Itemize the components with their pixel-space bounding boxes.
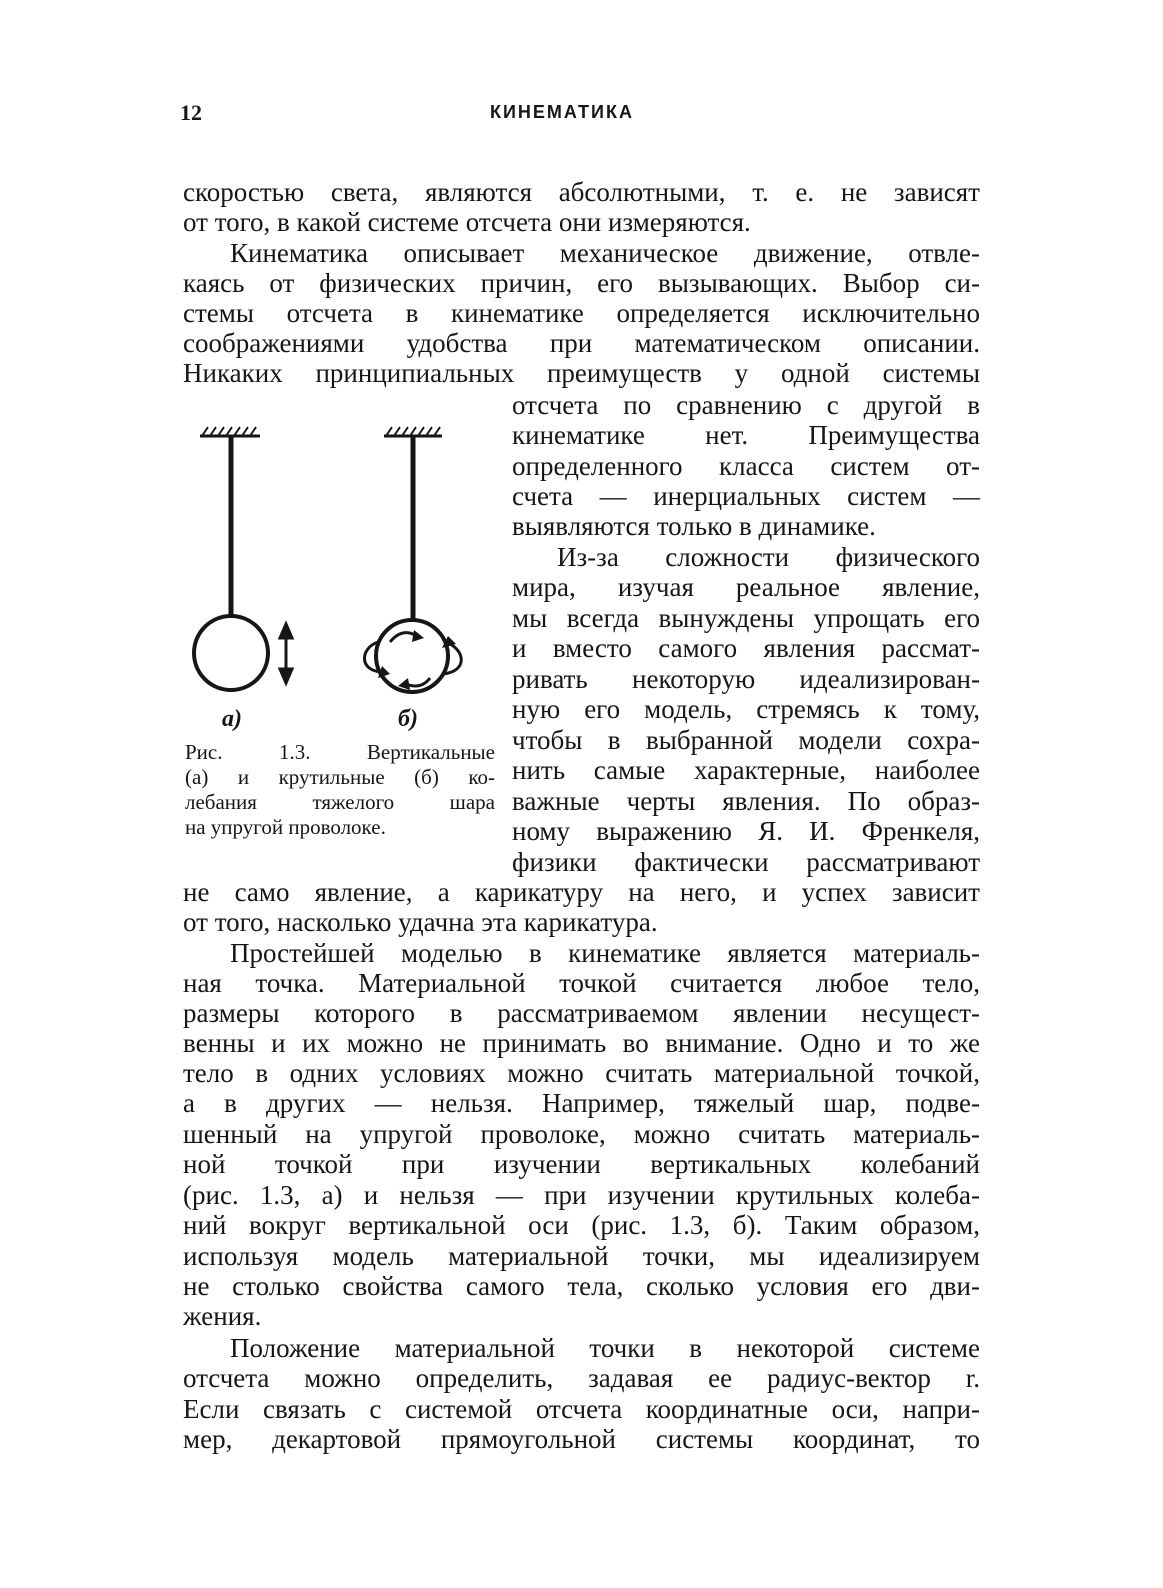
caption-line: (а) и крутильные (б) ко- [185,765,495,789]
text-line: используя модель материальной точки, мы идеализируем [183,1241,980,1271]
figure-caption [185,740,495,840]
text-line: чтобы в выбранной модели сохра- [512,725,980,755]
text-line: Кинематика описывает механическое движение, отвле- [230,238,980,268]
text-line: (рис. 1.3, а) и нельзя — при изучении крутильных колеба- [183,1180,980,1210]
text-line: кинематике нет. Преимущества [512,420,980,450]
page-number: 12 [180,100,202,125]
figure-label-b: б) [398,706,418,732]
pendulum-diagram [180,410,500,740]
text-line: ной точкой при изучении вертикальных колебаний [183,1149,980,1179]
text-line: нить самые характерные, наиболее [512,755,980,785]
text-line: физики фактически рассматривают [512,847,980,877]
text-line: мы всегда вынуждены упрощать его [512,603,980,633]
text-line: отсчета по сравнению с другой в [512,390,980,420]
text-line: жения. [183,1301,262,1331]
caption-line: лебания тяжелого шара [185,790,495,814]
text-line: шенный на упругой проволоке, можно считать материаль- [183,1119,980,1149]
text-line: от того, насколько удачна эта карикатура. [183,907,658,937]
text-line: мер, декартовой прямоугольной системы координат, то [183,1424,980,1454]
ceiling-hatch-right [384,427,442,436]
text-line: ную его модель, стремясь к тому, [512,694,980,724]
running-head: КИНЕМАТИКА [490,102,634,122]
text-line: соображениями удобства при математическом описании. [183,328,980,358]
text-line: а в других — нельзя. Например, тяжелый шар, подве- [183,1088,980,1118]
text-line: венны и их можно не принимать во внимание. Одно и то же [183,1028,980,1058]
ball-left [194,616,268,690]
text-line: каясь от физических причин, его вызывающих. Выбор си- [183,268,980,298]
text-line: важные черты явления. По образ- [512,786,980,816]
figure-label-a: а) [222,706,242,732]
text-line: не само явление, а карикатуру на него, и успех зависит [183,877,980,907]
text-line: Если связать с системой отсчета координатные оси, напри- [183,1394,980,1424]
caption-line: Рис. 1.3. Вертикальные [185,740,495,764]
text-line: ривать некоторую идеализирован- [512,664,980,694]
text-line: отсчета можно определить, задавая ее радиус-вектор r. [183,1363,980,1393]
text-line: от того, в какой системе отсчета они измеряются. [183,207,751,237]
text-line: ний вокруг вертикальной оси (рис. 1.3, б). Таким образом, [183,1210,980,1240]
text-line: Простейшей моделью в кинематике является материаль- [230,938,980,968]
vertical-arrow [280,624,292,683]
text-line: и вместо самого явления рассмат- [512,633,980,663]
text-line: мира, изучая реальное явление, [512,572,980,602]
text-line: стемы отсчета в кинематике определяется исключительно [183,298,980,328]
figure-pendulums [180,410,500,740]
text-line: ному выражению Я. И. Френкеля, [512,816,980,846]
text-line: счета — инерциальных систем — [512,481,980,511]
text-line: Из-за сложности физического [557,542,980,572]
ball-right [376,620,448,692]
caption-line: на упругой проволоке. [185,815,386,839]
text-line: Положение материальной точки в некоторой системе [230,1333,980,1363]
text-line: Никаких принципиальных преимуществ у одной системы [183,358,980,388]
text-line: определенного класса систем от- [512,451,980,481]
text-line: тело в одних условиях можно считать материальной точкой, [183,1058,980,1088]
text-line: выявляются только в динамике. [512,511,876,541]
text-line: скоростью света, являются абсолютными, т. е. не зависят [183,177,980,207]
ceiling-hatch-left [200,427,260,436]
text-line: размеры которого в рассматриваемом явлении несущест- [183,998,980,1028]
text-line: ная точка. Материальной точкой считается любое тело, [183,968,980,998]
text-line: не столько свойства самого тела, сколько условия его дви- [183,1271,980,1301]
